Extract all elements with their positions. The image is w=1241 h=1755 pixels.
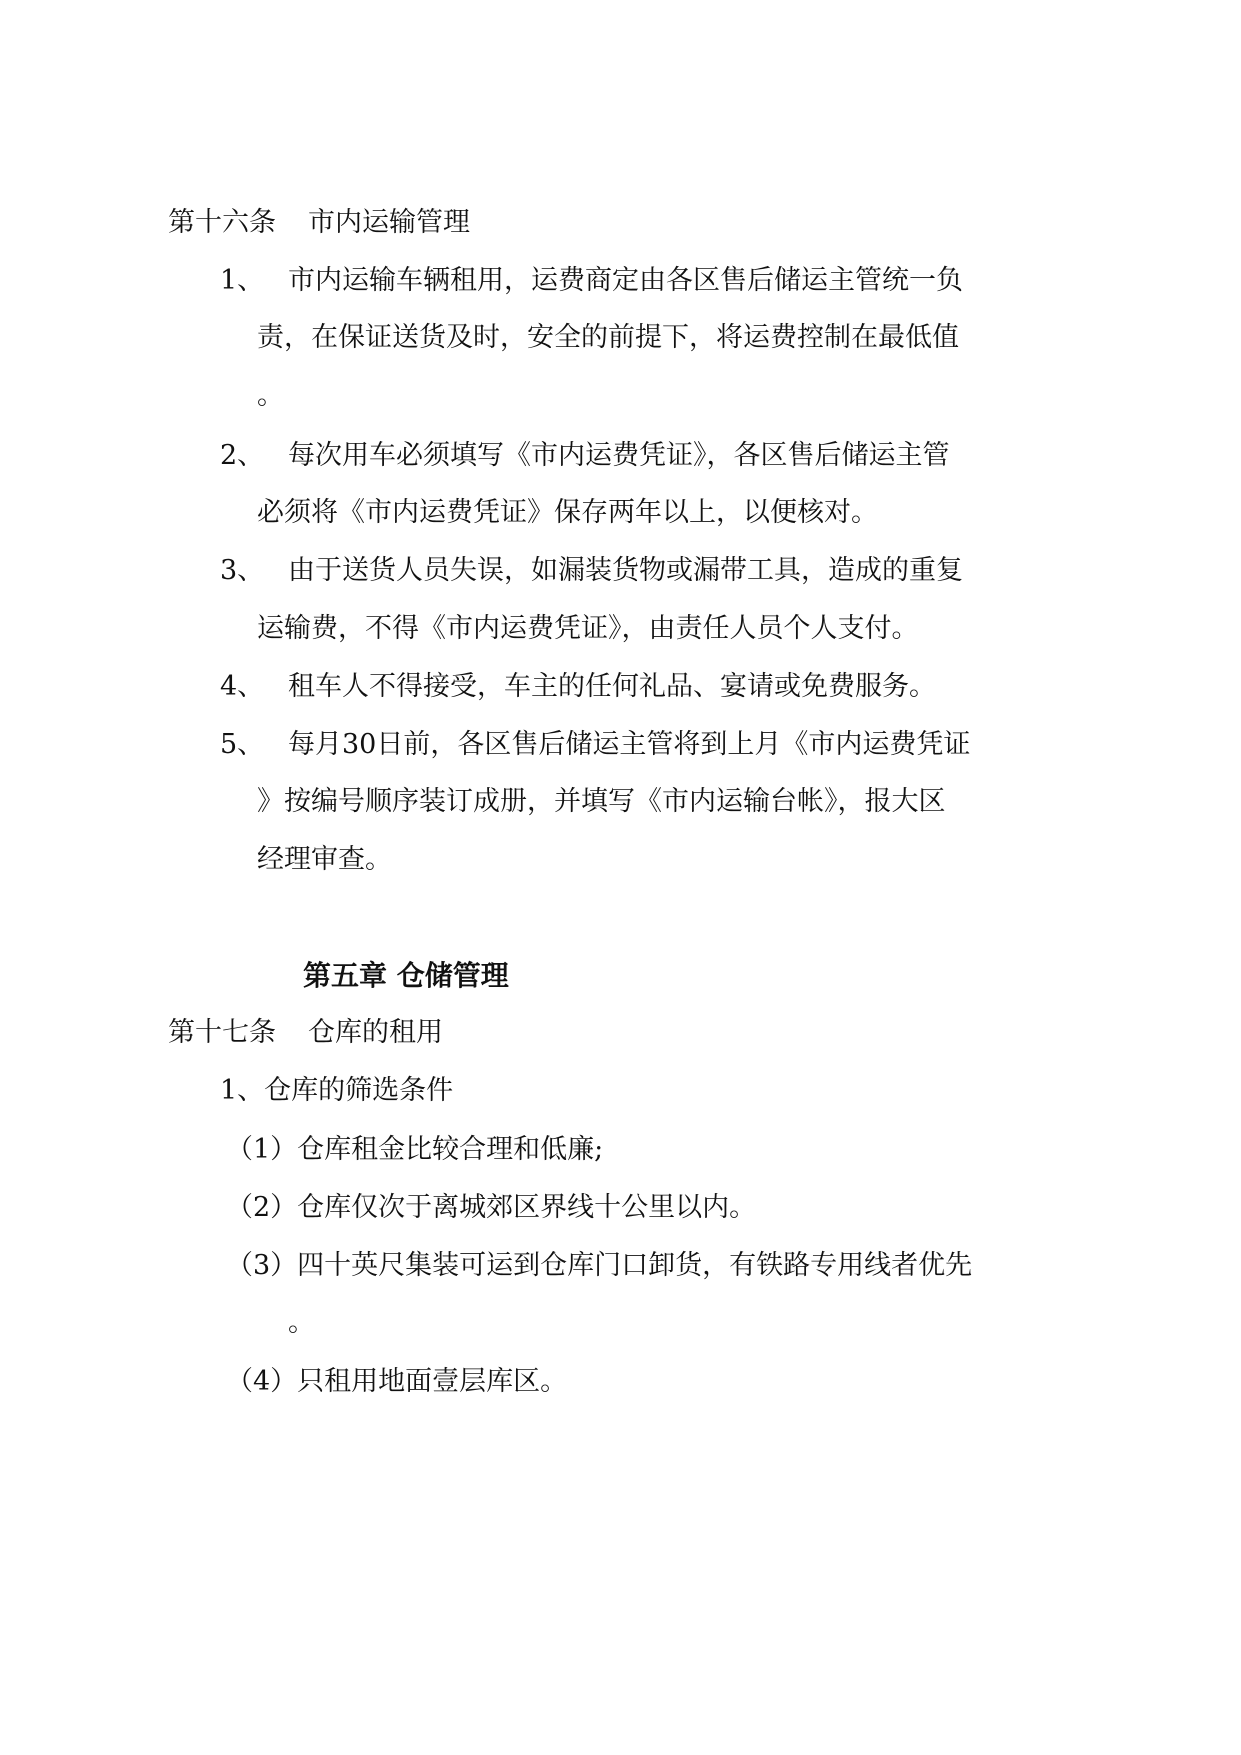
- item-1-line-3: 。: [257, 380, 284, 411]
- condition-1: （1）仓库租金比较合理和低廉;: [226, 1134, 604, 1165]
- article-16-heading: [168, 207, 470, 239]
- item-5-line-2: 》按编号顺序装订成册，并填写《市内运输台帐》，报大区: [257, 786, 946, 817]
- item-2-line-2: 必须将《市内运费凭证》保存两年以上，以便核对。: [257, 497, 878, 528]
- article-17-heading: [168, 1017, 443, 1049]
- condition-2: （2）仓库仅次于离城郊区界线十公里以内。: [226, 1192, 757, 1223]
- item-5-number: 5、: [220, 729, 265, 760]
- chapter-5-heading: 第五章 仓储管理: [303, 959, 509, 992]
- condition-4: （4）只租用地面壹层库区。: [226, 1366, 568, 1397]
- item-2-line-1: 每次用车必须填写《市内运费凭证》，各区售后储运主管: [288, 440, 950, 471]
- item-3-number: 3、: [220, 555, 265, 586]
- article-16-title: 市内运输管理: [308, 207, 470, 238]
- item-5-line-1: 每月30日前，各区售后储运主管将到上月《市内运费凭证: [288, 729, 971, 760]
- article-17-title: 仓库的租用: [308, 1017, 443, 1048]
- condition-3-continuation: 。: [288, 1307, 315, 1338]
- item-3-line-2: 运输费，不得《市内运费凭证》，由责任人员个人支付。: [257, 613, 919, 644]
- article-16-label: 第十六条: [168, 207, 276, 238]
- item-5-line-3: 经理审查。: [257, 844, 392, 875]
- item-1-line-2: 责，在保证送货及时，安全的前提下，将运费控制在最低值: [257, 322, 959, 353]
- item-2-number: 2、: [220, 440, 265, 471]
- condition-3: （3）四十英尺集装可运到仓库门口卸货，有铁路专用线者优先: [226, 1250, 973, 1281]
- item-4-line-1: 租车人不得接受，车主的任何礼品、宴请或免费服务。: [288, 671, 936, 702]
- selection-criteria-heading: 1、仓库的筛选条件: [220, 1075, 454, 1106]
- item-3-line-1: 由于送货人员失误，如漏装货物或漏带工具，造成的重复: [288, 555, 963, 586]
- item-1-line-1: 市内运输车辆租用，运费商定由各区售后储运主管统一负: [288, 265, 963, 296]
- article-17-label: 第十七条: [168, 1017, 276, 1048]
- item-4-number: 4、: [220, 671, 265, 702]
- item-1-number: 1、: [220, 265, 265, 296]
